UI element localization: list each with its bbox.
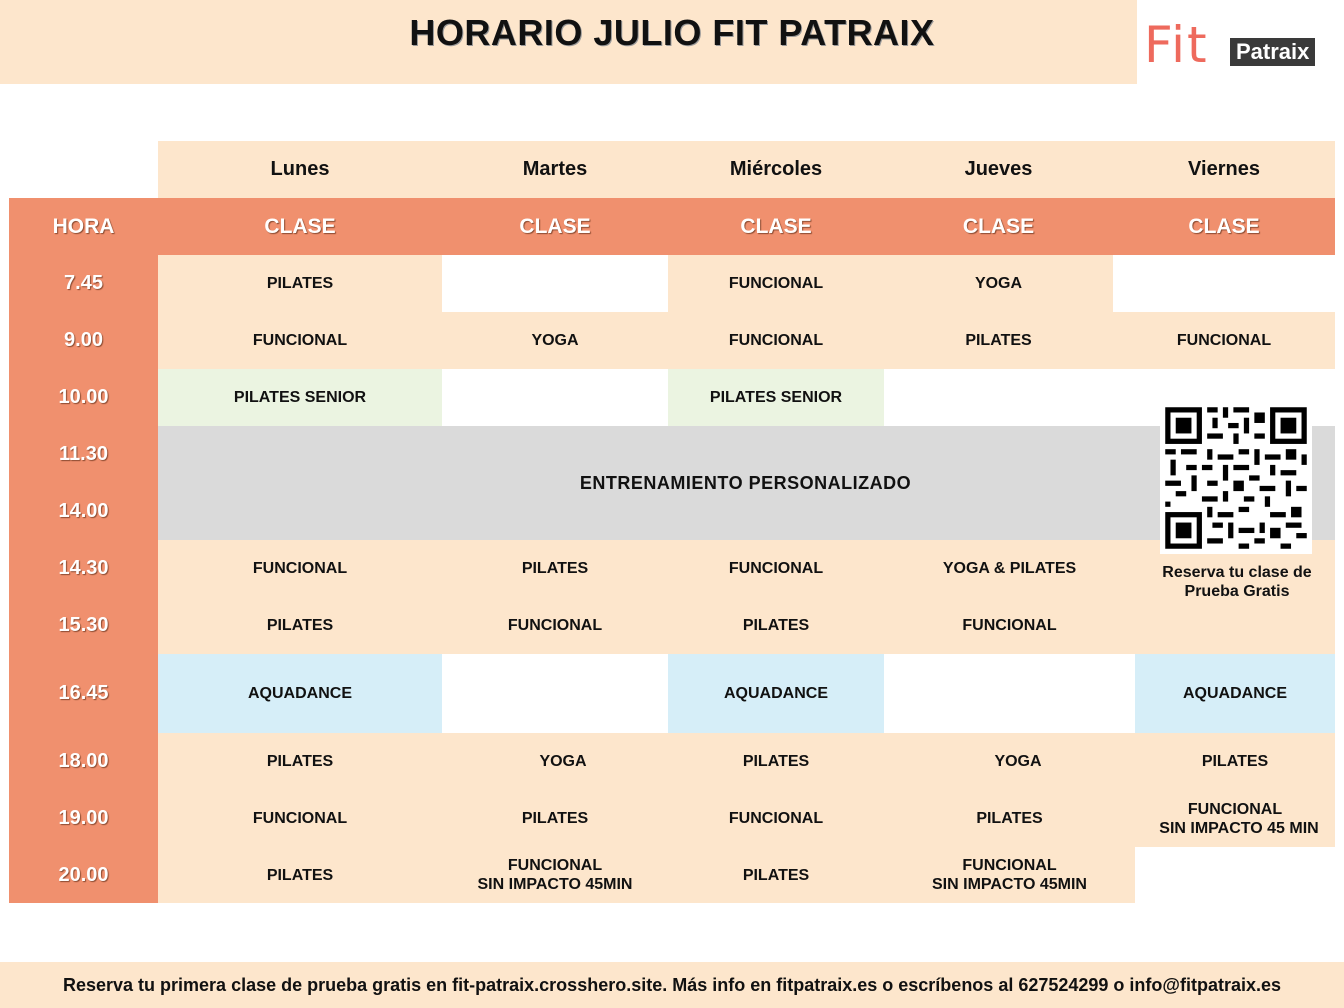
class-cell-viernes-1645: AQUADANCE bbox=[1135, 654, 1335, 733]
entrenamiento-personalizado-label: ENTRENAMIENTO PERSONALIZADO bbox=[579, 472, 912, 493]
logo-patraix-text: Patraix bbox=[1230, 38, 1315, 66]
qr-caption bbox=[1140, 563, 1334, 601]
entrenamiento-personalizado-block bbox=[158, 426, 1335, 540]
day-lunes: Lunes bbox=[158, 141, 442, 198]
qr-caption-line-1: Reserva tu clase de bbox=[1162, 564, 1312, 581]
header-clase-martes: CLASE bbox=[442, 198, 668, 255]
class-cell-viernes-0900: FUNCIONAL bbox=[1113, 312, 1335, 369]
footer-info bbox=[0, 962, 1344, 1008]
header-clase-jueves: CLASE bbox=[884, 198, 1113, 255]
hour-label: 19.00 bbox=[9, 790, 158, 847]
header-hora: HORA bbox=[9, 198, 158, 255]
hour-label: 20.00 bbox=[9, 847, 158, 903]
class-cell-jueves-0745: YOGA bbox=[884, 255, 1113, 312]
class-cell-lunes-1000: PILATES SENIOR bbox=[158, 369, 442, 426]
class-cell-jueves-1430: YOGA & PILATES bbox=[884, 540, 1135, 597]
class-cell-jueves-2000 bbox=[884, 847, 1135, 903]
class-cell-jueves-0900: PILATES bbox=[884, 312, 1113, 369]
day-viernes: Viernes bbox=[1113, 141, 1335, 198]
class-cell-martes-1800: YOGA bbox=[442, 733, 684, 790]
class-cell-miercoles-0745: FUNCIONAL bbox=[668, 255, 884, 312]
hour-label: 7.45 bbox=[9, 255, 158, 312]
hour-label: 11.30 bbox=[9, 426, 158, 483]
class-cell-viernes-1900 bbox=[1135, 790, 1335, 847]
hour-label: 15.30 bbox=[9, 597, 158, 654]
fit-patraix-logo bbox=[1142, 10, 1338, 72]
footer-text: Reserva tu primera clase de prueba gratis en fit-patraix.crosshero.site. Más info en fitpatraix.es o escríbenos al 627524299 o info@fitpatraix.es bbox=[62, 974, 1281, 995]
class-cell-lunes-1900: FUNCIONAL bbox=[158, 790, 442, 847]
header-clase-viernes: CLASE bbox=[1113, 198, 1335, 255]
hour-label: 9.00 bbox=[9, 312, 158, 369]
class-cell-lunes-0900: FUNCIONAL bbox=[158, 312, 442, 369]
day-miercoles: Miércoles bbox=[668, 141, 884, 198]
class-cell-miercoles-1530: PILATES bbox=[668, 597, 884, 654]
qr-code-icon bbox=[1160, 402, 1312, 554]
class-line-2: SIN IMPACTO 45 MIN bbox=[1159, 819, 1319, 837]
class-cell-miercoles-1800: PILATES bbox=[668, 733, 884, 790]
day-jueves: Jueves bbox=[884, 141, 1113, 198]
class-cell-martes-2000 bbox=[442, 847, 668, 903]
day-martes: Martes bbox=[442, 141, 668, 198]
header-clase-miercoles: CLASE bbox=[668, 198, 884, 255]
class-cell-miercoles-1645: AQUADANCE bbox=[668, 654, 884, 733]
class-cell-lunes-1430: FUNCIONAL bbox=[158, 540, 442, 597]
class-cell-miercoles-1430: FUNCIONAL bbox=[668, 540, 884, 597]
class-line-2: SIN IMPACTO 45MIN bbox=[932, 876, 1087, 893]
class-cell-lunes-1645: AQUADANCE bbox=[158, 654, 442, 733]
class-line-1: FUNCIONAL bbox=[962, 857, 1057, 874]
class-cell-miercoles-1000: PILATES SENIOR bbox=[668, 369, 884, 426]
class-cell-jueves-1900: PILATES bbox=[884, 790, 1135, 847]
class-line-1: FUNCIONAL bbox=[507, 857, 603, 874]
class-cell-jueves-1800: YOGA bbox=[884, 733, 1152, 790]
hour-label: 10.00 bbox=[9, 369, 158, 426]
page-title: HORARIO JULIO FIT PATRAIX bbox=[409, 12, 935, 53]
class-cell-miercoles-0900: FUNCIONAL bbox=[668, 312, 884, 369]
class-cell-martes-1530: FUNCIONAL bbox=[442, 597, 668, 654]
class-cell-lunes-2000: PILATES bbox=[158, 847, 442, 903]
qr-caption-line-2: Prueba Gratis bbox=[1184, 583, 1290, 600]
hour-label: 18.00 bbox=[9, 733, 158, 790]
class-cell-martes-0900: YOGA bbox=[442, 312, 668, 369]
logo-fit-text: Fit bbox=[1144, 16, 1209, 74]
class-cell-miercoles-1900: FUNCIONAL bbox=[668, 790, 884, 847]
class-cell-miercoles-2000: PILATES bbox=[668, 847, 884, 903]
header-clase-lunes: CLASE bbox=[158, 198, 442, 255]
class-cell-lunes-1530: PILATES bbox=[158, 597, 442, 654]
hour-label: 16.45 bbox=[9, 654, 158, 733]
class-cell-martes-1900: PILATES bbox=[442, 790, 668, 847]
class-cell-jueves-1530: FUNCIONAL bbox=[884, 597, 1135, 654]
class-cell-viernes-1800: PILATES bbox=[1135, 733, 1335, 790]
hour-label: 14.00 bbox=[9, 483, 158, 540]
class-cell-martes-1430: PILATES bbox=[442, 540, 668, 597]
class-cell-lunes-0745: PILATES bbox=[158, 255, 442, 312]
hour-label: 14.30 bbox=[9, 540, 158, 597]
class-line-2: SIN IMPACTO 45MIN bbox=[477, 876, 633, 893]
class-cell-lunes-1800: PILATES bbox=[158, 733, 442, 790]
class-line-1: FUNCIONAL bbox=[1187, 800, 1283, 818]
qr-code[interactable] bbox=[1160, 402, 1312, 554]
